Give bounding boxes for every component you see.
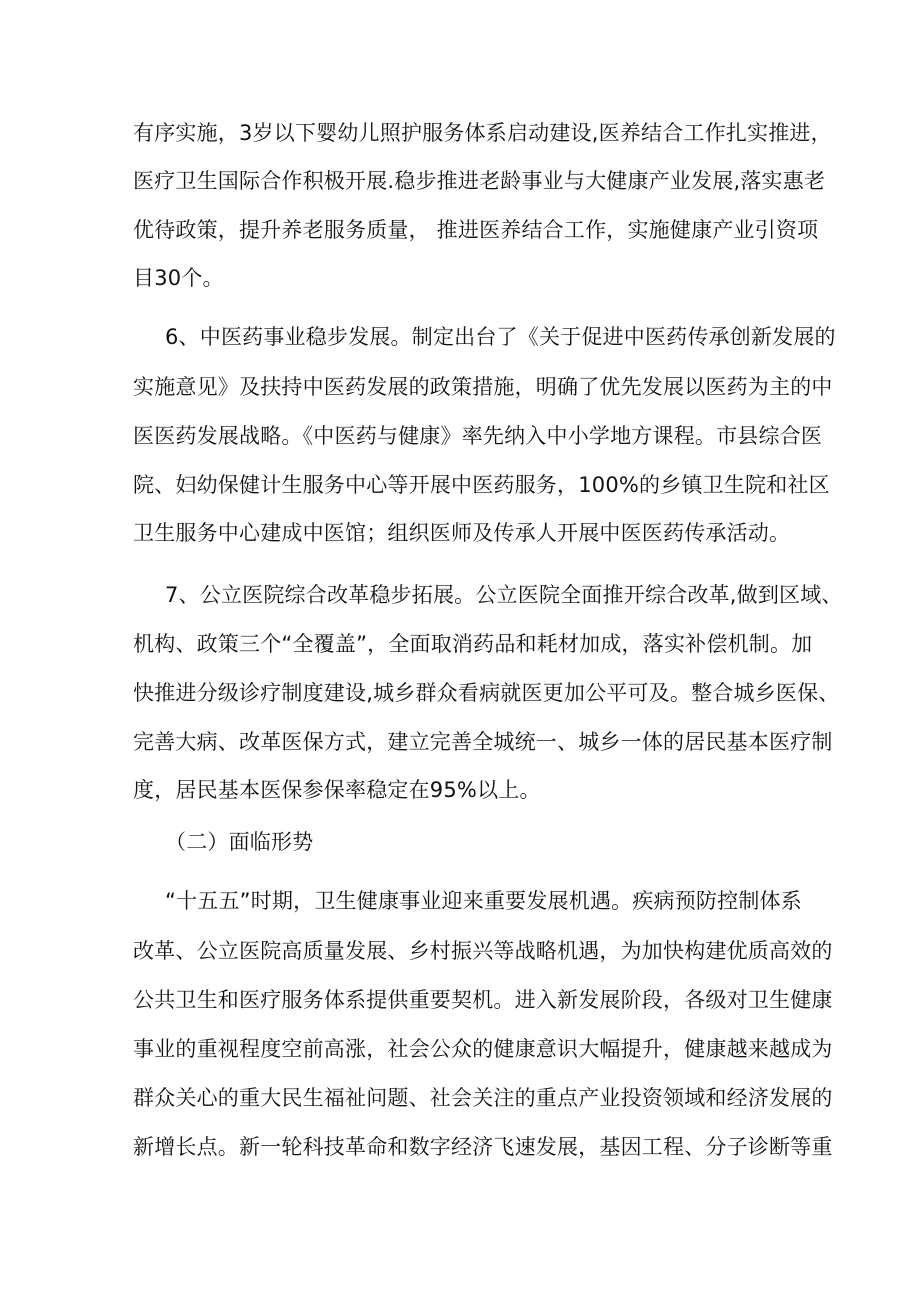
text-line: 实施意见》及扶持中医药发展的政策措施，明确了优先发展以医药为主的中 — [133, 375, 833, 399]
text-line: 目30个。 — [133, 266, 224, 290]
text-line: 改革、公立医院高质量发展、乡村振兴等战略机遇，为加快构建优质高效的 — [133, 939, 833, 963]
text-line: 事业的重视程度空前高涨，社会公众的健康意识大幅提升，健康越来越成为 — [133, 1037, 833, 1061]
section-heading-challenges: （二）面临形势 — [165, 830, 314, 854]
text-line: 新增长点。新一轮科技革命和数字经济飞速发展，基因工程、分子诊断等重 — [133, 1135, 833, 1159]
text-line: 完善大病、改革医保方式，建立完善全城统一、城乡一体的居民基本医疗制 — [133, 730, 833, 754]
section-6-heading-line: 6、中医药事业稳步发展。制定出台了《关于促进中医药传承创新发展的 — [165, 325, 836, 349]
text-line: 卫生服务中心建成中医馆；组织医师及传承人开展中医医药传承活动。 — [133, 521, 791, 545]
text-line: 有序实施，3岁以下婴幼儿照护服务体系启动建设,医养结合工作扎实推进， — [133, 121, 832, 145]
text-line: 群众关心的重大民生福祉问题、社会关注的重点产业投资领域和经济发展的 — [133, 1086, 833, 1110]
text-line: 优待政策，提升养老服务质量， 推进医养结合工作，实施健康产业引资项 — [133, 218, 819, 242]
section-7-heading-line: 7、公立医院综合改革稳步拓展。公立医院全面推开综合改革,做到区域、 — [165, 583, 843, 607]
text-line: 医医药发展战略。《中医药与健康》率先纳入中小学地方课程。市县综合医 — [133, 424, 823, 448]
text-line: 医疗卫生国际合作积极开展.稳步推进老龄事业与大健康产业发展,落实惠老 — [133, 169, 826, 193]
text-line: 院、妇幼保健计生服务中心等开展中医药服务，100%的乡镇卫生院和社区 — [133, 473, 830, 497]
text-line: 公共卫生和医疗服务体系提供重要契机。进入新发展阶段，各级对卫生健康 — [133, 988, 833, 1012]
text-line: 快推进分级诊疗制度建设,城乡群众看病就医更加公平可及。整合城乡医保、 — [133, 681, 840, 705]
text-line: “十五五”时期，卫生健康事业迎来重要发展机遇。疾病预防控制体系 — [165, 889, 802, 913]
text-line: 度，居民基本医保参保率稳定在95%以上。 — [133, 778, 541, 802]
text-line: 机构、政策三个“全覆盖”，全面取消药品和耗材加成，落实补偿机制。加 — [133, 632, 813, 656]
